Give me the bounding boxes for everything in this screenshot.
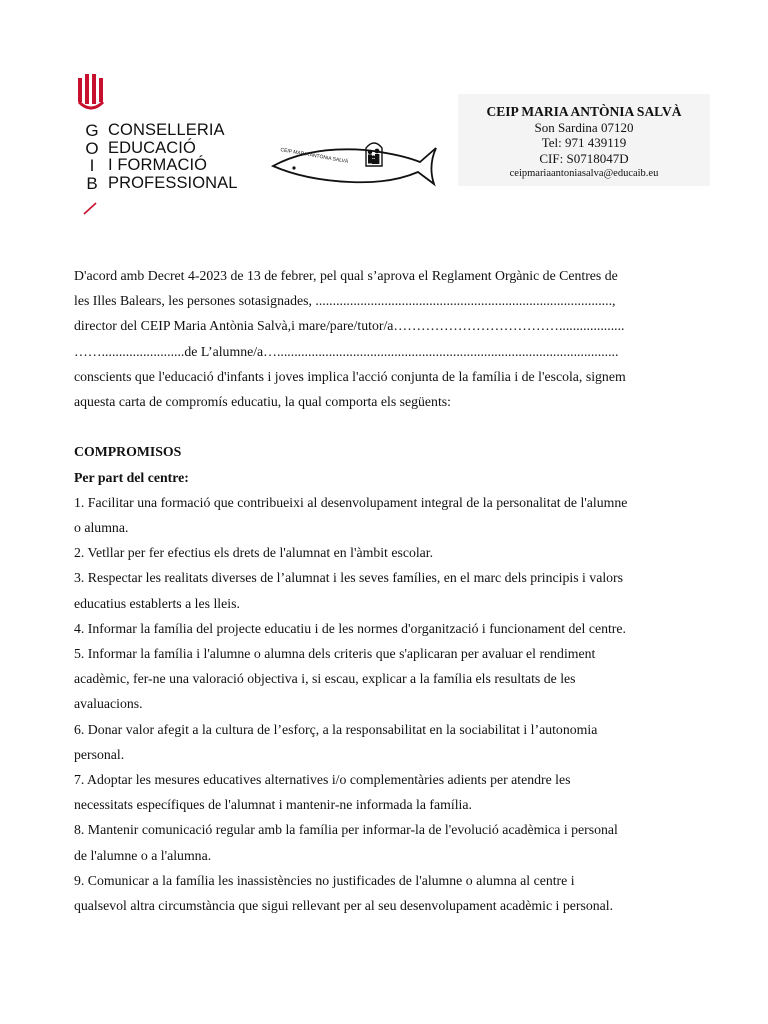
school-address: Son Sardina 07120 (534, 119, 634, 135)
commitment-line: avaluacions. (74, 696, 143, 712)
commitment-line: 2. Vetllar per fer efectius els drets de l'alumnat en l'àmbit escolar. (74, 545, 434, 561)
intro-line: director del CEIP Maria Antònia Salvà,i mare/pare/tutor/a………………………………................... (74, 318, 625, 334)
school-phone: Tel: 971 439119 (541, 135, 627, 150)
intro-line: conscients que l'educació d'infants i joves implica l'acció conjunta de la família i de l'escola, signem (74, 368, 626, 384)
commitment-line: 9. Comunicar a la família les inassistències no justificades de l'alumne o alumna al centre i (74, 872, 575, 888)
commitment-line: de l'alumne o a l'alumna. (74, 847, 212, 863)
school-name: CEIP MARIA ANTÒNIA SALVÀ (486, 104, 682, 119)
commitment-line: personal. (74, 746, 125, 762)
school-fish-logo (270, 136, 440, 192)
goib-letter: G (85, 121, 99, 140)
conselleria-line: I FORMACIÓ (108, 156, 208, 174)
goib-letters (82, 122, 102, 192)
intro-line: aquesta carta de compromís educatiu, la qual comporta els següents: (74, 394, 451, 410)
subsection-title: Per part del centre: (74, 469, 189, 485)
commitment-line: 3. Respectar les realitats diverses de l’alumnat i les seves famílies, en el marc dels principis i valors (74, 570, 624, 586)
section-title: COMPROMISOS (74, 444, 182, 460)
commitment-line: acadèmic, fer-ne una valoració objectiva i, si escau, explicar a la família els resultats de les (74, 671, 576, 687)
commitment-line: qualsevol altra circumstància que sigui rellevant per al seu desenvolupament acadèmic i personal. (74, 898, 614, 914)
commitment-line: 4. Informar la família del projecte educatiu i de les normes d'organització i funcionament del centre. (74, 620, 626, 636)
intro-line: D'acord amb Decret 4-2023 de 13 de febrer, pel qual s’aprova el Reglament Orgànic de Centres de (74, 268, 618, 283)
goib-slash-icon (82, 200, 98, 216)
spacer (74, 414, 704, 439)
school-info (458, 104, 710, 182)
commitment-line: 8. Mantenir comunicació regular amb la família per informar-la de l'evolució acadèmica i personal (74, 822, 618, 838)
commitment-line: o alumna. (74, 520, 129, 536)
intro-line: les Illes Balears, les persones sotasignades, ......................................................................................, (74, 293, 616, 309)
goib-letter: I (89, 156, 95, 175)
family-icon (366, 143, 382, 166)
commitment-line: necessitats específiques de l'alumnat i mantenir-ne informada la família. (74, 797, 472, 813)
school-cif: CIF: S0718047D (539, 150, 629, 166)
goib-flag-icon (78, 74, 104, 110)
conselleria-line: PROFESSIONAL (108, 173, 238, 192)
document-body (74, 263, 704, 918)
goib-letter: O (85, 138, 99, 158)
commitment-line: 6. Donar valor afegit a la cultura de l’esforç, a la responsabilitat en la sociabilitat i l’autonomia (74, 721, 598, 737)
conselleria-line: EDUCACIÓ (108, 138, 196, 157)
goib-letter: B (86, 173, 98, 193)
conselleria-name (108, 122, 238, 192)
school-email: ceipmariaantoniasalva@educaib.eu (509, 168, 659, 179)
commitment-line: 1. Facilitar una formació que contribueixi al desenvolupament integral de la personalitat de l'alumne (74, 494, 628, 510)
intro-line: ……........................de L’alumne/a…................................................................................................... (74, 343, 619, 359)
commitment-line: 7. Adoptar les mesures educatives alternatives i/o complementàries adients per atendre les (74, 772, 571, 788)
commitment-line: educatius establerts a les lleis. (74, 595, 240, 611)
fish-logo-text: CEIP MARIA ANTÒNIA SALVÀ (279, 147, 349, 165)
conselleria-line: CONSELLERIA (108, 121, 225, 139)
commitment-line: 5. Informar la família i l'alumne o alumna dels criteris que s'aplicaran per avaluar el rendiment (74, 646, 596, 662)
